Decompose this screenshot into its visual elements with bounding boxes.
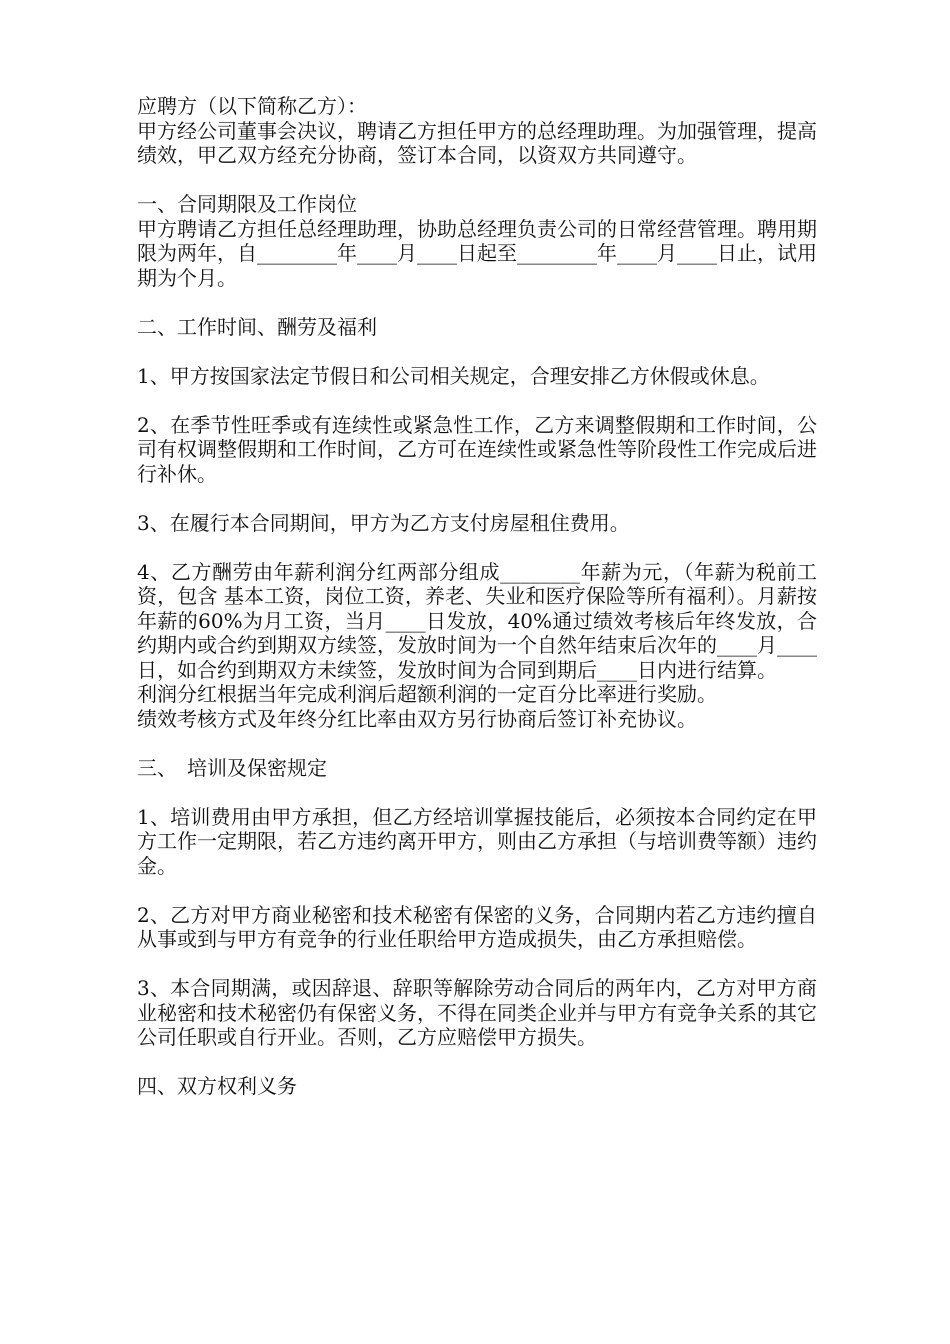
clause-3-2: 2、乙方对甲方商业秘密和技术秘密有保密的义务，合同期内若乙方违约擅自从事或到与甲方有竞争的行业任职给甲方造成损失，由乙方承担赔偿。 <box>137 902 817 951</box>
clause-2-4: 4、乙方酬劳由年薪利润分红两部分组成________年薪为元，（年薪为税前工资，包含 基本工资，岗位工资，养老、失业和医疗保险等所有福利）。月薪按年薪的60%为月工资，当月____日发放，40%通过绩效考核后年终发放，合约期内或合约到期双方续签，发放时间为一个自然年结束后次年的____月____日，如合约到期双方未续签，发放时间为合同到期后____日内进行结算。 <box>137 559 817 682</box>
paragraph-gap <box>137 388 817 413</box>
clause-3-1: 1、培训费用由甲方承担，但乙方经培训掌握技能后，必须按本合同约定在甲方工作一定期限，若乙方违约离开甲方，则由乙方承担（与培训费等额）违约金。 <box>137 804 817 878</box>
paragraph-gap <box>137 1050 817 1075</box>
clause-2-1: 1、甲方按国家法定节假日和公司相关规定，合理安排乙方休假或休息。 <box>137 363 770 388</box>
paragraph-gap <box>137 290 817 315</box>
paragraph-gap <box>137 339 817 364</box>
profit-sharing-paragraph: 利润分红根据当年完成利润后超额利润的一定百分比率进行奖励。 <box>137 682 717 706</box>
paragraph-gap <box>137 168 817 193</box>
section-heading-2: 二、工作时间、酬劳及福利 <box>137 314 377 339</box>
paragraph-gap <box>137 486 817 511</box>
intro-paragraph: 甲方经公司董事会决议，聘请乙方担任甲方的总经理助理。为加强管理，提高绩效，甲乙双方经充分协商，签订本合同，以资双方共同遵守。 <box>137 118 817 167</box>
applicant-label: 应聘方（以下简称乙方）： <box>137 94 367 118</box>
document-body <box>137 94 817 1099</box>
assessment-paragraph: 绩效考核方式及年终分红比率由双方另行协商后签订补充协议。 <box>137 706 697 731</box>
section-heading-3: 三、 培训及保密规定 <box>137 755 327 780</box>
clause-3-3: 3、本合同期满，或因辞退、辞职等解除劳动合同后的两年内，乙方对甲方商业秘密和技术秘密仍有保密义务，不得在同类企业并与甲方有竞争关系的其它公司任职或自行开业。否则，乙方应赔偿甲方损失。 <box>137 976 817 1049</box>
paragraph-gap <box>137 535 817 560</box>
clause-2-3: 3、在履行本合同期间，甲方为乙方支付房屋租住费用。 <box>137 510 630 535</box>
clause-2-2: 2、在季节性旺季或有连续性或紧急性工作，乙方来调整假期和工作时间，公司有权调整假期和工作时间，乙方可在连续性或紧急性等阶段性工作完成后进行补休。 <box>137 412 817 486</box>
term-paragraph: 甲方聘请乙方担任总经理助理，协助总经理负责公司的日常经营管理。聘用期限为两年，自________年____月____日起至________年____月____日止，试用期为个月。 <box>137 216 817 290</box>
paragraph-gap <box>137 878 817 903</box>
paragraph-gap <box>137 780 817 805</box>
section-heading-4: 四、双方权利义务 <box>137 1074 297 1098</box>
section-heading-1: 一、合同期限及工作岗位 <box>137 192 357 216</box>
paragraph-gap <box>137 731 817 756</box>
paragraph-gap <box>137 952 817 977</box>
